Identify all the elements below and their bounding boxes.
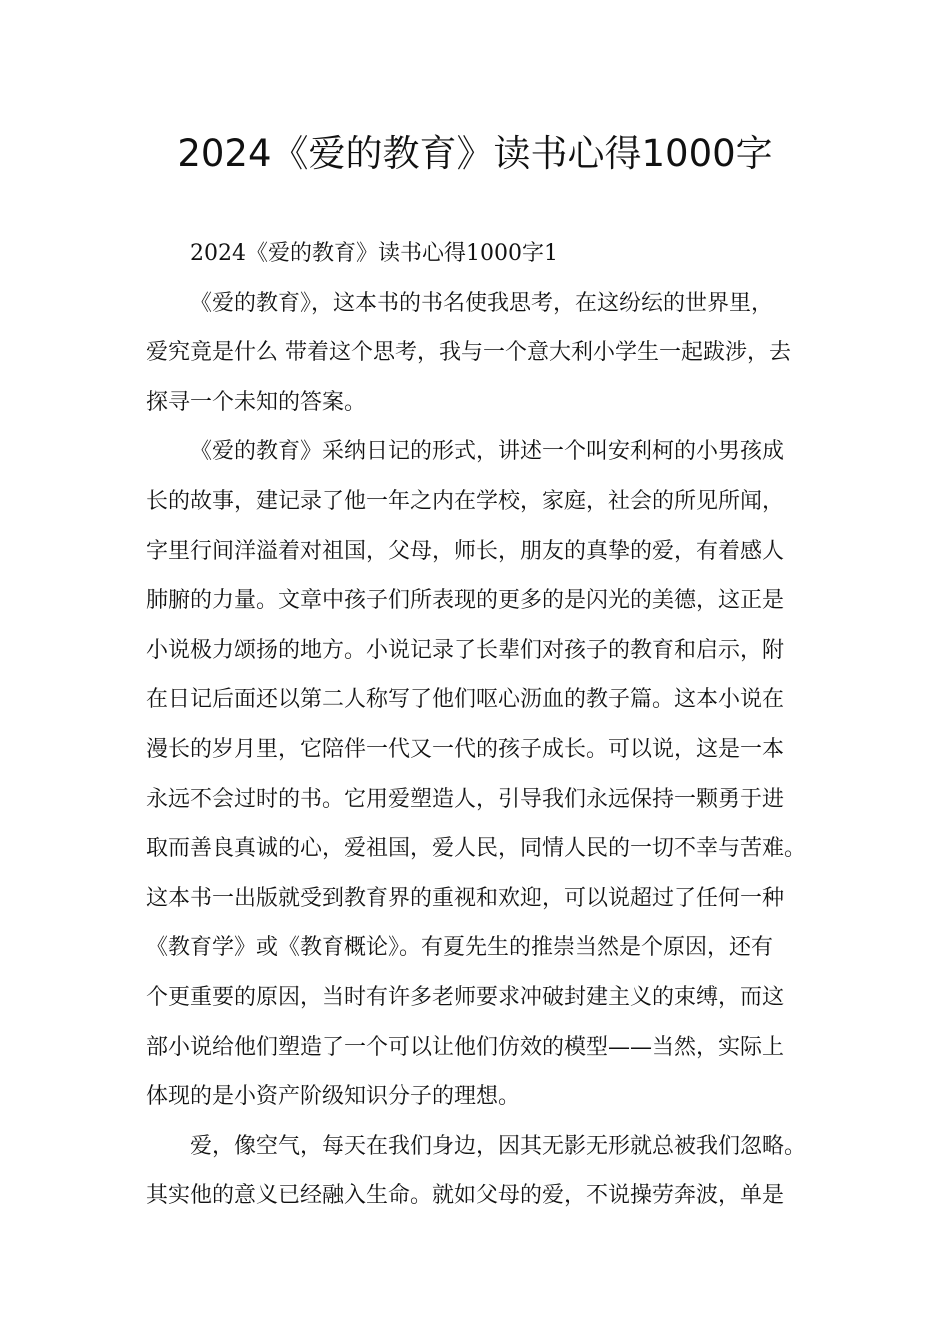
paragraph-line: 爱，像空气，每天在我们身边，因其无影无形就总被我们忽略。 [190, 1133, 807, 1159]
paragraph-line: 爱究竟是什么 带着这个思考，我与一个意大利小学生一起跋涉，去 [146, 340, 791, 366]
paragraph-line: 其实他的意义已经融入生命。就如父母的爱，不说操劳奔波，单是 [146, 1183, 785, 1209]
paragraph-line: 部小说给他们塑造了一个可以让他们仿效的模型——当然，实际上 [146, 1034, 785, 1060]
paragraph-line: 体现的是小资产阶级知识分子的理想。 [146, 1084, 521, 1110]
paragraph-2 [146, 427, 826, 1121]
paragraph-line: 探寻一个未知的答案。 [146, 389, 367, 415]
paragraph-1 [146, 279, 826, 428]
paragraph-line: 小说极力颂扬的地方。小说记录了长辈们对孩子的教育和启示，附 [146, 637, 785, 663]
paragraph-line: 字里行间洋溢着对祖国，父母，师长，朋友的真挚的爱，有着感人 [146, 538, 785, 564]
paragraph-line: 肺腑的力量。文章中孩子们所表现的更多的是闪光的美德，这正是 [146, 588, 785, 614]
paragraph-line: 永远不会过时的书。它用爱塑造人，引导我们永远保持一颗勇于进 [146, 786, 785, 812]
paragraph-line: 《爱的教育》，这本书的书名使我思考，在这纷纭的世界里， [190, 290, 774, 316]
paragraph-line: 在日记后面还以第二人称写了他们呕心沥血的教子篇。这本小说在 [146, 687, 785, 713]
paragraph-line: 《教育学》或《教育概论》。有夏先生的推崇当然是个原因，还有 [146, 935, 774, 961]
paragraph-3 [146, 1122, 826, 1221]
document-body [146, 229, 826, 1221]
paragraph-line: 《爱的教育》采纳日记的形式，讲述一个叫安利柯的小男孩成 [190, 439, 785, 465]
paragraph-line: 个更重要的原因，当时有许多老师要求冲破封建主义的束缚，而这 [146, 984, 785, 1010]
paragraph-line: 漫长的岁月里，它陪伴一代又一代的孩子成长。可以说，这是一本 [146, 736, 785, 762]
paragraph-line: 这本书一出版就受到教育界的重视和欢迎，可以说超过了任何一种 [146, 885, 785, 911]
paragraph-line: 长的故事，建记录了他一年之内在学校，家庭，社会的所见所闻， [146, 488, 785, 514]
document-title: 2024《爱的教育》读书心得1000字 [177, 132, 773, 175]
section-heading: 2024《爱的教育》读书心得1000字1 [190, 241, 558, 266]
paragraph-line: 取而善良真诚的心，爱祖国，爱人民，同情人民的一切不幸与苦难。 [146, 836, 807, 862]
